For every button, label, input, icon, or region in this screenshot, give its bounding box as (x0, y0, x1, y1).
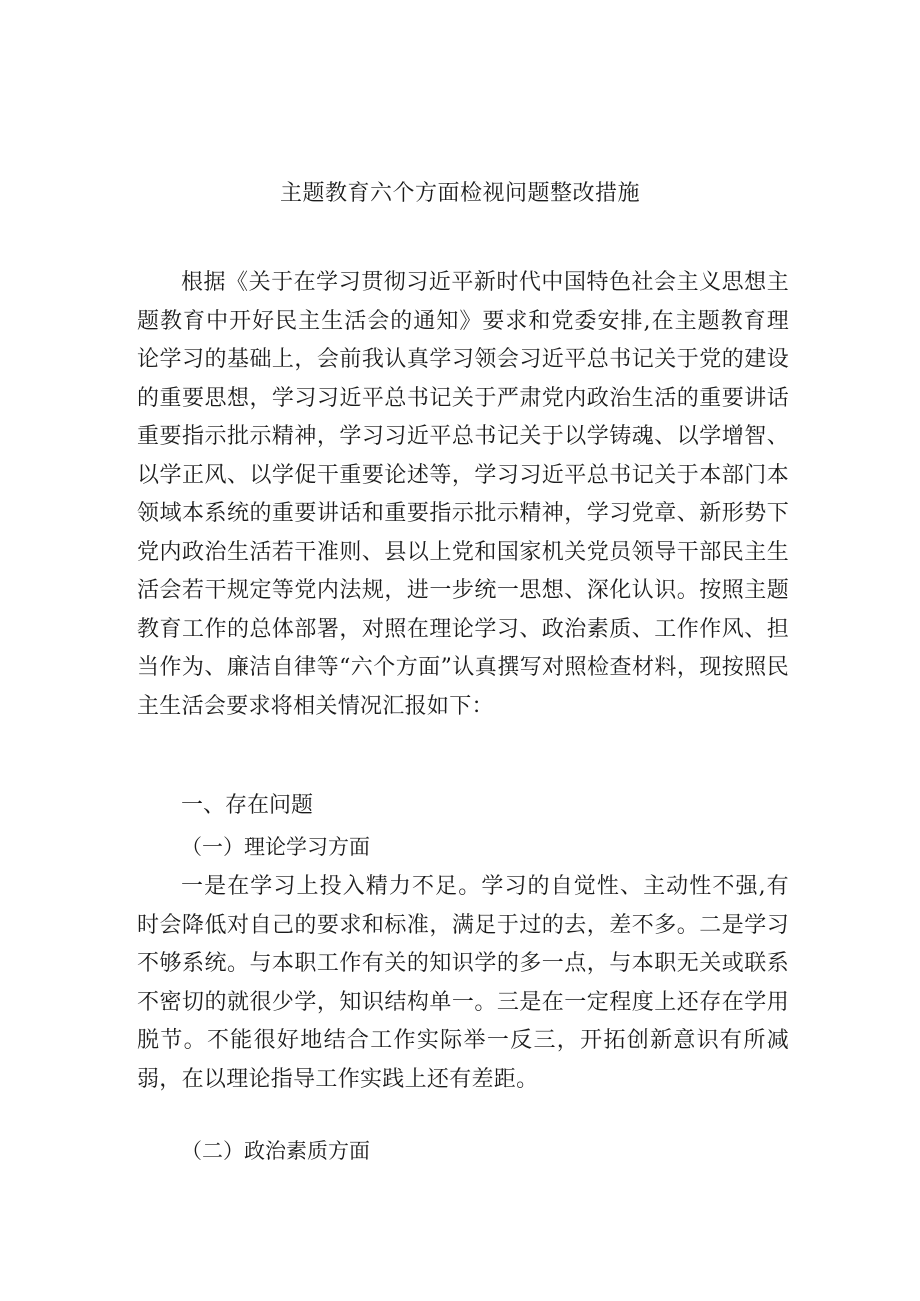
subsection-body-theory-study: 一是在学习上投入精力不足。学习的自觉性、主动性不强,有时会降低对自己的要求和标准，满足于过的去，差不多。二是学习不够系统。与本职工作有关的知识学的多一点，与本职无关或联系不密切的就很少学，知识结构单一。三是在一定程度上还存在学用脱节。不能很好地结合工作实际举一反三，开拓创新意识有所减弱，在以理论指导工作实践上还有差距。 (137, 874, 789, 1092)
subsection-heading-political-quality: （二）政治素质方面 (181, 1139, 370, 1163)
section-heading-problems: 一、存在问题 (181, 793, 314, 818)
document-title: 主题教育六个方面检视问题整改措施 (279, 181, 640, 206)
subsection-heading-theory-study: （一）理论学习方面 (181, 835, 370, 859)
intro-paragraph: 根据《关于在学习贯彻习近平新时代中国特色社会主义思想主题教育中开好民主生活会的通知》要求和党委安排,在主题教育理论学习的基础上，会前我认真学习领会习近平总书记关于党的建设的重要思想，学习习近平总书记关于严肃党内政治生活的重要讲话重要指示批示精神，学习习近平总书记关于以学铸魂、以学增智、以学正风、以学促干重要论述等，学习习近平总书记关于本部门本领域本系统的重要讲话和重要指示批示精神，学习党章、新形势下党内政治生活若干准则、县以上党和国家机关党员领导干部民主生活会若干规定等党内法规，进一步统一思想、深化认识。按照主题教育工作的总体部署，对照在理论学习、政治素质、工作作风、担当作为、廉洁自律等“六个方面”认真撰写对照检查材料，现按照民主生活会要求将相关情况汇报如下： (137, 270, 789, 719)
